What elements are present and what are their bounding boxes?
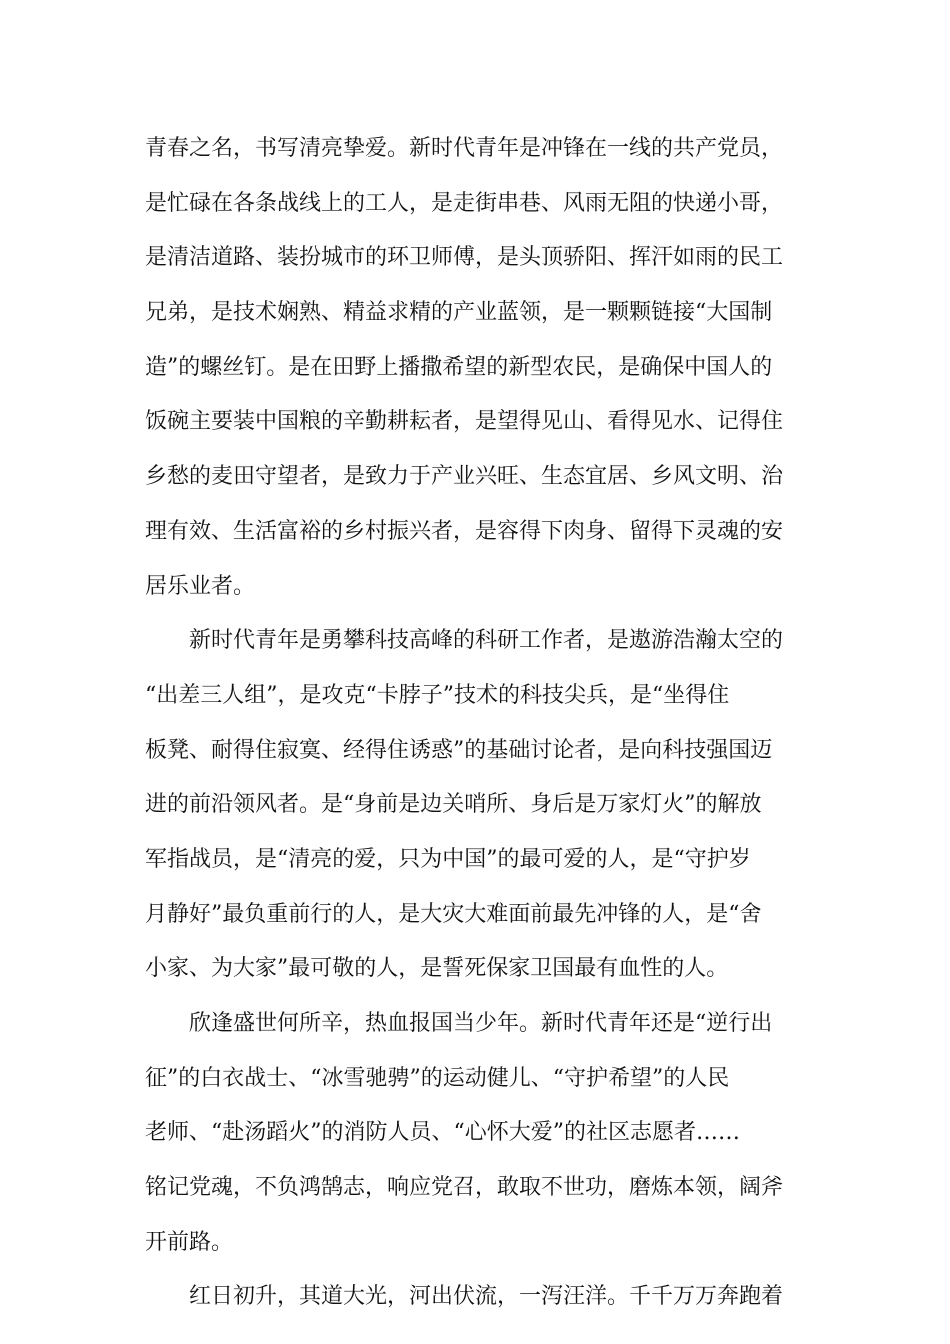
paragraph-4-line-1: 红日初升，其道大光，河出伏流，一泻汪洋。千千万万奔跑着 xyxy=(189,1284,784,1310)
paragraph-2-line-5: 军指战员，是“清亮的爱，只为中国”的最可爱的人，是“守护岁 xyxy=(145,846,751,872)
paragraph-1-line-2: 是忙碌在各条战线上的工人，是走街串巷、风雨无阻的快递小哥， xyxy=(145,190,784,216)
document-body xyxy=(145,122,810,1325)
paragraph-3-line-3: 老师、“赴汤蹈火”的消防人员、“心怀大爱”的社区志愿者…… xyxy=(145,1120,740,1146)
paragraph-2-line-7: 小家、为大家”最可敬的人，是誓死保家卫国最有血性的人。 xyxy=(145,956,729,982)
paragraph-3-line-2: 征”的白衣战士、“冰雪驰骋”的运动健儿、“守护希望”的人民 xyxy=(145,1065,730,1091)
paragraph-3-line-5: 开前路。 xyxy=(145,1229,234,1255)
paragraph-1-line-7: 乡愁的麦田守望者，是致力于产业兴旺、生态宜居、乡风文明、治 xyxy=(145,464,784,490)
paragraph-1-line-9: 居乐业者。 xyxy=(145,573,256,599)
paragraph-2-line-2: “出差三人组”，是攻克“卡脖子”技术的科技尖兵，是“坐得住 xyxy=(145,682,730,708)
paragraph-1-line-3: 是清洁道路、装扮城市的环卫师傅，是头顶骄阳、挥汗如雨的民工 xyxy=(145,245,784,271)
paragraph-1-line-5: 造”的螺丝钉。是在田野上播撒希望的新型农民，是确保中国人的 xyxy=(145,354,773,380)
paragraph-2-line-3: 板凳、耐得住寂寞、经得住诱惑”的基础讨论者，是向科技强国迈 xyxy=(145,737,773,763)
paragraph-2-line-4: 进的前沿领风者。是“身前是边关哨所、身后是万家灯火”的解放 xyxy=(145,792,762,818)
paragraph-2-line-6: 月静好”最负重前行的人，是大灾大难面前最先冲锋的人，是“舍 xyxy=(145,901,762,927)
paragraph-1-line-1: 青春之名，书写清亮挚爱。新时代青年是冲锋在一线的共产党员， xyxy=(145,136,784,161)
paragraph-2-line-1: 新时代青年是勇攀科技高峰的科研工作者，是遨游浩瀚太空的 xyxy=(189,628,784,654)
paragraph-3-line-1: 欣逢盛世何所辛，热血报国当少年。新时代青年还是“逆行出 xyxy=(189,1011,773,1036)
paragraph-1-line-6: 饭碗主要装中国粮的辛勤耕耘者，是望得见山、看得见水、记得住 xyxy=(145,409,784,435)
paragraph-3-line-4: 铭记党魂，不负鸿鹄志，响应党召，敢取不世功，磨炼本领，阔斧 xyxy=(145,1175,784,1201)
paragraph-1-line-8: 理有效、生活富裕的乡村振兴者，是容得下肉身、留得下灵魂的安 xyxy=(145,518,784,544)
paragraph-1-line-4: 兄弟，是技术娴熟、精益求精的产业蓝领，是一颗颗链接“大国制 xyxy=(145,300,773,326)
